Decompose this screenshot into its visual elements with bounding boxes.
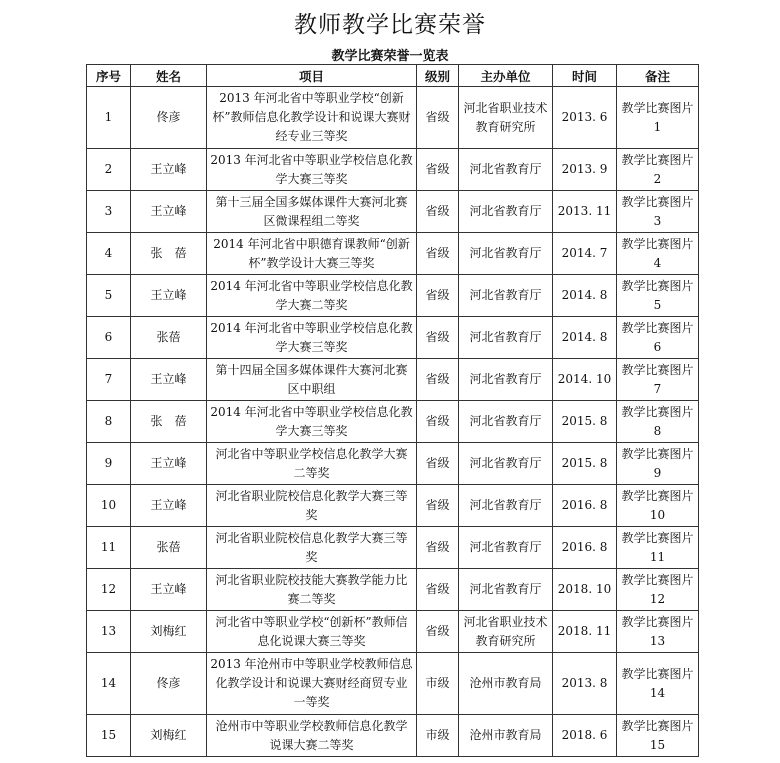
cell-organizer: 河北省教育厅 [459,527,553,569]
cell-organizer: 河北省教育厅 [459,485,553,527]
cell-project: 2014 年河北省中等职业学校信息化教学大赛三等奖 [207,401,417,443]
header-organizer: 主办单位 [459,65,553,87]
cell-no: 5 [87,275,131,317]
cell-no: 2 [87,149,131,191]
cell-no: 8 [87,401,131,443]
cell-organizer: 河北省教育厅 [459,233,553,275]
header-no: 序号 [87,65,131,87]
cell-name: 张蓓 [131,317,207,359]
cell-time: 2013. 6 [553,87,617,149]
cell-name: 刘梅红 [131,715,207,757]
cell-name: 佟彦 [131,87,207,149]
header-note: 备注 [617,65,699,87]
cell-time: 2014. 10 [553,359,617,401]
cell-project: 沧州市中等职业学校教师信息化教学说课大赛二等奖 [207,715,417,757]
cell-organizer: 沧州市教育局 [459,715,553,757]
page-title: 教师教学比赛荣誉 [294,12,486,38]
cell-organizer: 河北省教育厅 [459,317,553,359]
table-row [87,527,699,569]
cell-no: 9 [87,443,131,485]
cell-time: 2015. 8 [553,401,617,443]
cell-no: 15 [87,715,131,757]
cell-note: 教学比赛图片 2 [617,149,699,191]
table-row [87,275,699,317]
cell-project: 2013 年沧州市中等职业学校教师信息化教学设计和说课大赛财经商贸专业一等奖 [207,653,417,715]
cell-organizer: 河北省职业技术教育研究所 [459,611,553,653]
cell-organizer: 河北省教育厅 [459,401,553,443]
cell-no: 14 [87,653,131,715]
table-row [87,233,699,275]
table-row [87,715,699,757]
table-row [87,401,699,443]
cell-note: 教学比赛图片 8 [617,401,699,443]
table-row [87,611,699,653]
table-row [87,359,699,401]
cell-level: 省级 [417,485,459,527]
cell-organizer: 河北省教育厅 [459,443,553,485]
cell-time: 2013. 9 [553,149,617,191]
cell-level: 省级 [417,275,459,317]
cell-no: 12 [87,569,131,611]
cell-name: 张 蓓 [131,233,207,275]
cell-project: 河北省中等职业学校信息化教学大赛二等奖 [207,443,417,485]
cell-level: 省级 [417,443,459,485]
cell-no: 1 [87,87,131,149]
cell-level: 省级 [417,317,459,359]
table-row [87,149,699,191]
cell-level: 省级 [417,149,459,191]
cell-name: 张蓓 [131,527,207,569]
cell-time: 2018. 10 [553,569,617,611]
cell-note: 教学比赛图片 11 [617,527,699,569]
cell-name: 王立峰 [131,191,207,233]
cell-name: 王立峰 [131,275,207,317]
cell-note: 教学比赛图片 1 [617,87,699,149]
header-name: 姓名 [131,65,207,87]
cell-project: 2013 年河北省中等职业学校信息化教学大赛三等奖 [207,149,417,191]
cell-no: 10 [87,485,131,527]
cell-name: 王立峰 [131,149,207,191]
cell-level: 省级 [417,611,459,653]
table-row [87,653,699,715]
table-row [87,569,699,611]
cell-note: 教学比赛图片 5 [617,275,699,317]
cell-level: 省级 [417,527,459,569]
cell-name: 佟彦 [131,653,207,715]
cell-no: 4 [87,233,131,275]
cell-organizer: 河北省教育厅 [459,569,553,611]
cell-time: 2013. 8 [553,653,617,715]
cell-note: 教学比赛图片 15 [617,715,699,757]
cell-project: 河北省中等职业学校“创新杯”教师信息化说课大赛三等奖 [207,611,417,653]
cell-note: 教学比赛图片 14 [617,653,699,715]
cell-no: 13 [87,611,131,653]
honors-table [86,64,699,757]
table-row [87,317,699,359]
cell-note: 教学比赛图片 4 [617,233,699,275]
header-project: 项目 [207,65,417,87]
cell-project: 河北省职业院校信息化教学大赛三等奖 [207,527,417,569]
cell-note: 教学比赛图片 13 [617,611,699,653]
cell-time: 2014. 7 [553,233,617,275]
cell-project: 第十三届全国多媒体课件大赛河北赛区微课程组二等奖 [207,191,417,233]
cell-level: 省级 [417,191,459,233]
table-row [87,191,699,233]
cell-time: 2013. 11 [553,191,617,233]
table-row [87,485,699,527]
cell-project: 2013 年河北省中等职业学校“创新杯”教师信息化教学设计和说课大赛财经专业三等奖 [207,87,417,149]
cell-name: 王立峰 [131,359,207,401]
cell-level: 市级 [417,715,459,757]
table-row [87,443,699,485]
cell-no: 6 [87,317,131,359]
cell-note: 教学比赛图片 3 [617,191,699,233]
cell-time: 2018. 11 [553,611,617,653]
cell-organizer: 河北省教育厅 [459,275,553,317]
cell-note: 教学比赛图片 7 [617,359,699,401]
cell-no: 3 [87,191,131,233]
table-row [87,87,699,149]
cell-name: 王立峰 [131,569,207,611]
cell-note: 教学比赛图片 6 [617,317,699,359]
cell-organizer: 河北省职业技术教育研究所 [459,87,553,149]
cell-time: 2014. 8 [553,275,617,317]
cell-name: 刘梅红 [131,611,207,653]
cell-level: 省级 [417,87,459,149]
cell-name: 王立峰 [131,485,207,527]
cell-time: 2014. 8 [553,317,617,359]
cell-level: 省级 [417,401,459,443]
cell-organizer: 河北省教育厅 [459,359,553,401]
cell-no: 11 [87,527,131,569]
cell-name: 张 蓓 [131,401,207,443]
cell-note: 教学比赛图片 9 [617,443,699,485]
cell-time: 2016. 8 [553,527,617,569]
cell-organizer: 沧州市教育局 [459,653,553,715]
cell-organizer: 河北省教育厅 [459,149,553,191]
cell-project: 第十四届全国多媒体课件大赛河北赛区中职组 [207,359,417,401]
cell-project: 河北省职业院校技能大赛教学能力比赛二等奖 [207,569,417,611]
cell-time: 2016. 8 [553,485,617,527]
table-header-row [87,65,699,87]
cell-name: 王立峰 [131,443,207,485]
cell-time: 2018. 6 [553,715,617,757]
cell-level: 省级 [417,569,459,611]
cell-project: 2014 年河北省中等职业学校信息化教学大赛三等奖 [207,317,417,359]
header-time: 时间 [553,65,617,87]
cell-level: 省级 [417,233,459,275]
cell-organizer: 河北省教育厅 [459,191,553,233]
table-caption: 教学比赛荣誉一览表 [331,49,449,64]
cell-note: 教学比赛图片 12 [617,569,699,611]
header-level: 级别 [417,65,459,87]
cell-level: 市级 [417,653,459,715]
cell-project: 2014 年河北省中职德育课教师“创新杯”教学设计大赛三等奖 [207,233,417,275]
cell-note: 教学比赛图片 10 [617,485,699,527]
cell-project: 2014 年河北省中等职业学校信息化教学大赛二等奖 [207,275,417,317]
cell-level: 省级 [417,359,459,401]
cell-project: 河北省职业院校信息化教学大赛三等奖 [207,485,417,527]
cell-no: 7 [87,359,131,401]
cell-time: 2015. 8 [553,443,617,485]
